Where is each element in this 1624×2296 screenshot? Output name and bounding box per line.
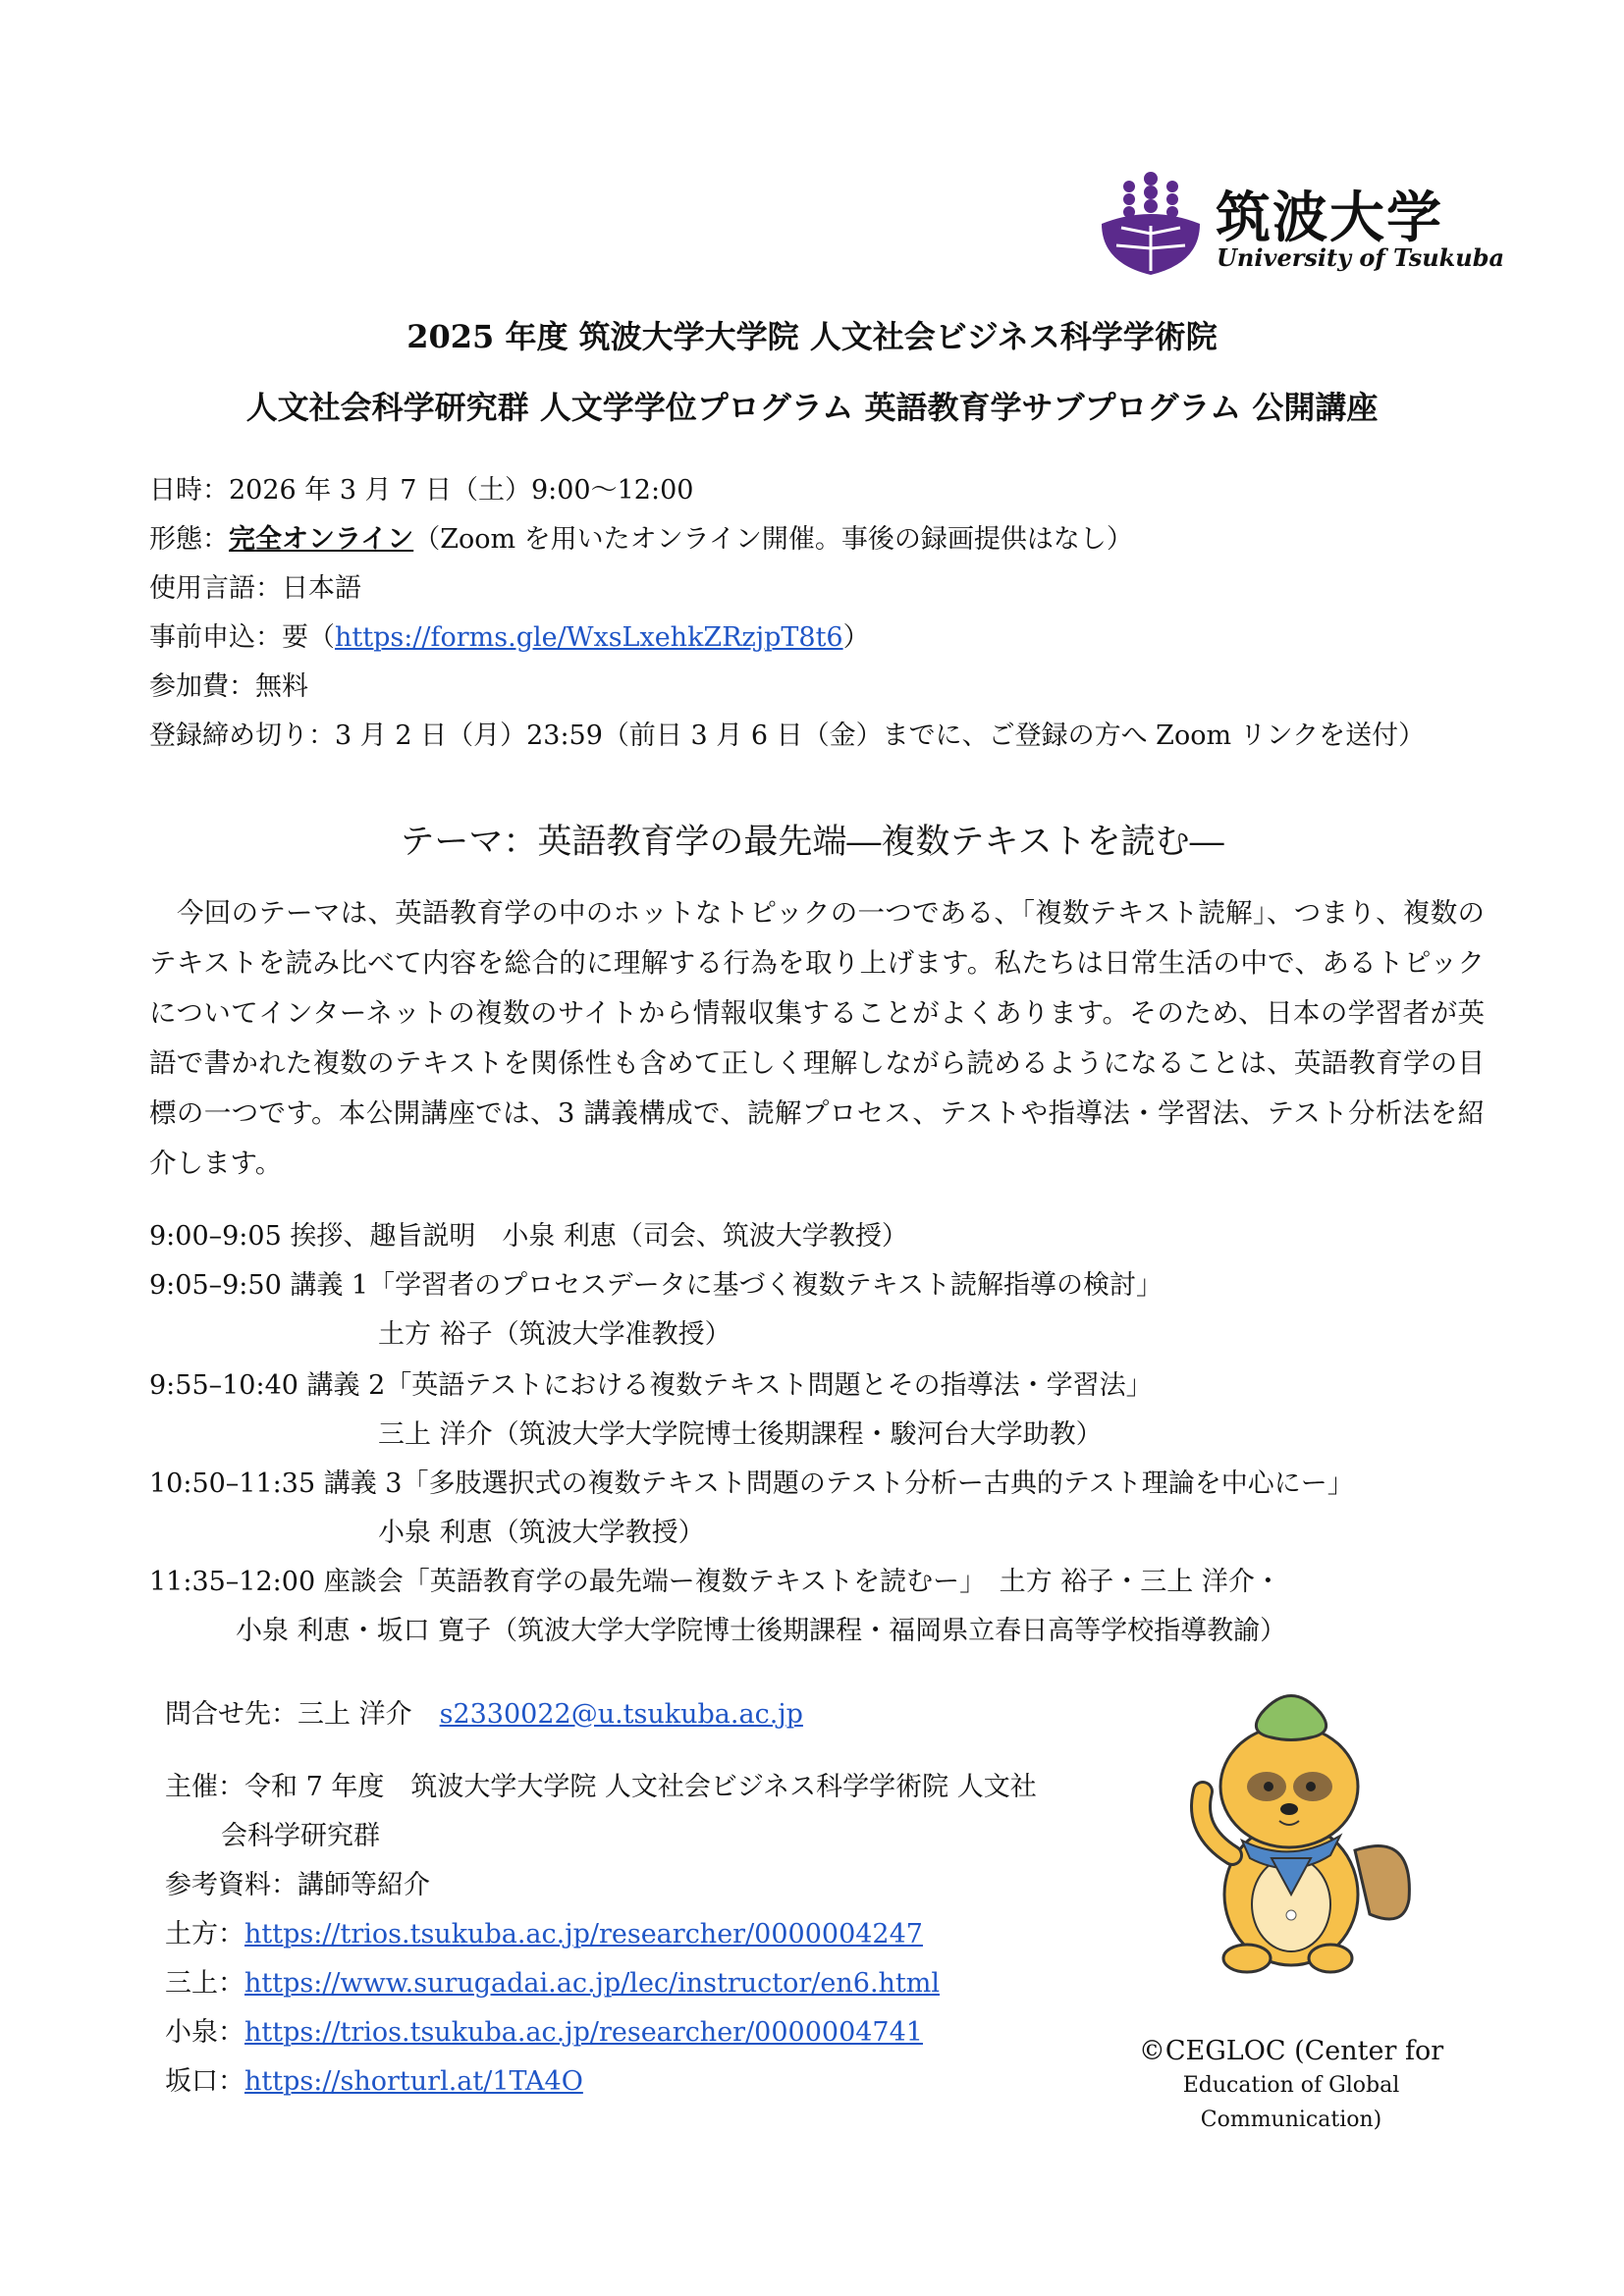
info-format <box>149 517 1133 556</box>
info-language: 使用言語：日本語 <box>149 573 361 604</box>
schedule-item: 9:55–10:40 講義 2「英語テストにおける複数テキスト問題とその指導法・学習法」 <box>149 1370 1153 1401</box>
paulownia-crest-icon <box>1092 165 1210 278</box>
contact-label: 問合せ先：三上 洋介 <box>165 1699 412 1730</box>
title-line-1: 2025 年度 筑波大学大学院 人文社会ビジネス科学学術院 <box>406 318 1218 355</box>
info-datetime: 日時：2026 年 3 月 7 日（土）9:00～12:00 <box>149 475 694 506</box>
reference-link[interactable]: https://shorturl.at/1TA4O <box>244 2066 583 2097</box>
title-line-2: 人文社会科学研究群 人文学学位プログラム 英語教育学サブプログラム 公開講座 <box>245 389 1379 426</box>
logo-name: 筑波大学 <box>1216 186 1443 250</box>
reference-item <box>165 2010 923 2049</box>
schedule-item: 小泉 利恵（筑波大学教授） <box>378 1518 705 1548</box>
credit-line-3: Communication) <box>1200 2108 1382 2132</box>
info-fee: 参加費：無料 <box>149 671 308 702</box>
reference-link[interactable]: https://www.surugadai.ac.jp/lec/instructor/en6.html <box>244 1968 940 1999</box>
schedule-item: 小泉 利恵・坂口 寛子（筑波大学大学院博士後期課程・福岡県立春日高等学校指導教諭） <box>236 1616 1287 1646</box>
reference-label: 土方： <box>165 1919 244 1949</box>
theme-heading: テーマ：英語教育学の最先端―複数テキストを読む― <box>400 823 1224 862</box>
format-note: （Zoom を用いたオンライン開催。事後の録画提供はなし） <box>413 524 1133 555</box>
registration-label: 事前申込：要（ <box>149 622 335 653</box>
reference-link[interactable]: https://trios.tsukuba.ac.jp/researcher/0000004247 <box>244 1919 923 1949</box>
university-logo <box>1092 165 1505 278</box>
organizer-line-2: 会科学研究群 <box>221 1821 380 1851</box>
reference-item <box>165 1912 923 1950</box>
references-heading: 参考資料：講師等紹介 <box>165 1870 430 1900</box>
credit-line-1: ©CEGLOC (Center for <box>1138 2036 1444 2066</box>
schedule-item: 9:05–9:50 講義 1「学習者のプロセスデータに基づく複数テキスト読解指導の検討」 <box>149 1270 1164 1301</box>
contact-email[interactable]: s2330022@u.tsukuba.ac.jp <box>439 1699 803 1730</box>
format-label: 形態： <box>149 524 229 555</box>
image-credit <box>1129 2034 1453 2137</box>
reference-item <box>165 1961 940 2000</box>
info-deadline: 登録締め切り：3 月 2 日（月）23:59（前日 3 月 6 日（金）までに、ご登録の方へ Zoom リンクを送付） <box>149 721 1426 751</box>
reference-label: 三上： <box>165 1968 244 1999</box>
theme-body: 今回のテーマは、英語教育学の中のホットなトピックの一つである、「複数テキスト読解」、つまり、複数のテキストを読み比べて内容を総合的に理解する行為を取り上げます。私たちは日常生活の中で、あるトピックについてインターネットの複数のサイトから情報収集することがよくあります。そのため、日本の学習者が英語で書かれた複数のテキストを関係性も含めて正しく理解しながら読めるようになることは、英語教育学の目標の一つです。本公開講座では、3 講義構成で、読解プロセス、テストや指導法・学習法、テスト分析法を紹介します。 <box>149 897 1485 1179</box>
schedule-item: 三上 洋介（筑波大学大学院博士後期課程・駿河台大学助教） <box>378 1419 1103 1450</box>
reference-label: 小泉： <box>165 2017 244 2048</box>
format-value: 完全オンライン <box>229 524 414 555</box>
schedule-item: 10:50–11:35 講義 3「多肢選択式の複数テキスト問題のテスト分析ー古典的テスト理論を中心にー」 <box>149 1468 1354 1499</box>
schedule-item: 9:00–9:05 挨拶、趣旨説明 小泉 利恵（司会、筑波大学教授） <box>149 1221 908 1252</box>
reference-link[interactable]: https://trios.tsukuba.ac.jp/researcher/0000004741 <box>244 2017 923 2048</box>
credit-line-2: Education of Global <box>1182 2073 1400 2098</box>
schedule-item: 土方 裕子（筑波大学准教授） <box>378 1319 731 1350</box>
registration-link[interactable]: https://forms.gle/WxsLxehkZRzjpT8t6 <box>335 622 843 653</box>
schedule-item: 11:35–12:00 座談会「英語教育学の最先端ー複数テキストを読むー」 土方 裕子・三上 洋介・ <box>149 1567 1281 1597</box>
info-registration <box>149 615 870 654</box>
reference-item <box>165 2059 583 2098</box>
organizer-line-1: 主催：令和 7 年度 筑波大学大学院 人文社会ビジネス科学学術院 人文社 <box>165 1772 1037 1802</box>
reference-label: 坂口： <box>165 2066 244 2097</box>
contact <box>165 1692 803 1731</box>
logo-subtitle: University of Tsukuba <box>1217 243 1505 272</box>
raccoon-mascot-illustration <box>1173 1683 1419 1978</box>
registration-close: ） <box>842 622 870 653</box>
